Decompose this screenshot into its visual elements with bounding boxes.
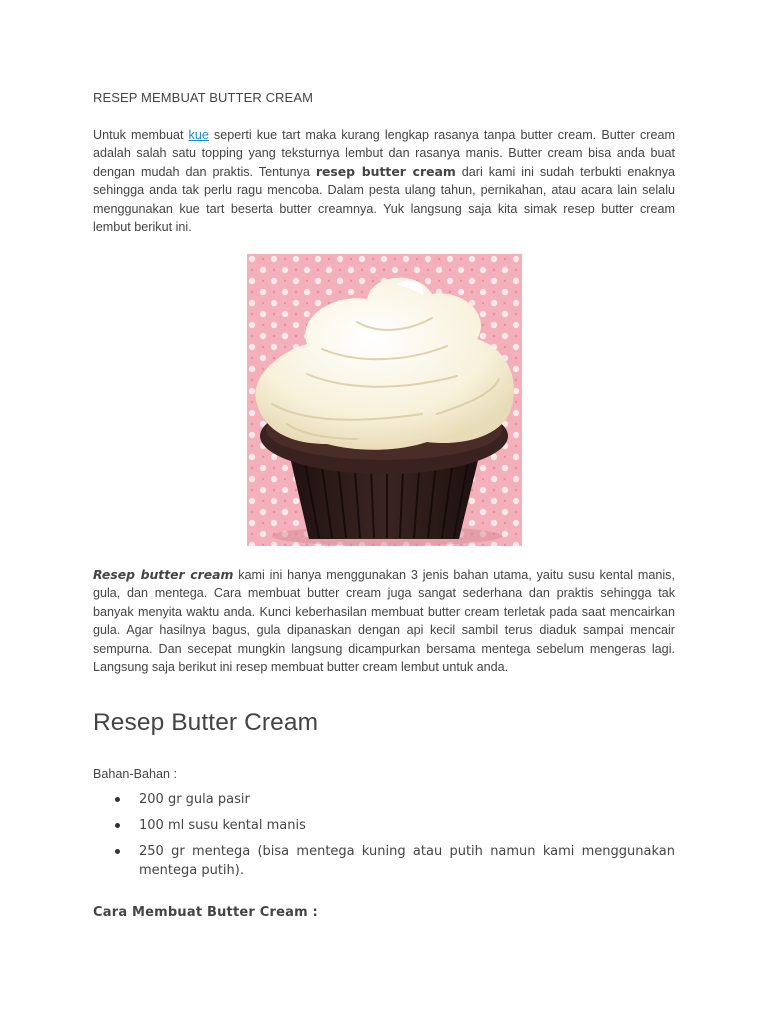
ingredients-label: Bahan-Bahan : [93, 767, 178, 781]
list-item [93, 790, 675, 809]
cupcake-image [247, 254, 522, 546]
intro-text-start: Untuk membuat [93, 128, 189, 142]
list-item [93, 842, 675, 880]
ingredient-text: 200 gr gula pasir [139, 792, 250, 807]
bullet-icon [115, 849, 120, 854]
ingredients-list [93, 790, 675, 887]
body-bold-phrase: Resep butter cream [93, 567, 234, 582]
body-paragraph [93, 566, 675, 676]
method-heading: Cara Membuat Butter Cream : [93, 905, 318, 920]
intro-text-end: dari kami ini sudah terbukti enaknya sehingga anda tak perlu ragu mencoba. Dalam pesta ulang tahun, pernikahan, atau acara lain selalu menggunakan kue tart beserta butter creamnya. Yuk langsung saja kita simak resep butter cream lembut berikut ini. [93, 164, 675, 235]
body-text: kami ini hanya menggunakan 3 jenis bahan utama, yaitu susu kental manis, gula, dan mentega. Cara membuat butter cream juga sangat sederhana dan praktis sehingga tak banyak menyita waktu anda. Kunci keberhasilan membuat butter cream terletak pada saat mencairkan gula. Agar hasilnya bagus, gula dipanaskan dengan api kecil sambil terus diaduk sampai mencair sempurna. Dan secepat mungkin langsung dicampurkan bersama mentega sebelum mengeras lagi. Langsung saja berikut ini resep membuat butter cream lembut untuk anda. [93, 568, 675, 675]
intro-text-middle: seperti kue tart maka kurang lengkap rasanya tanpa butter cream. Butter cream adalah salah satu topping yang teksturnya lembut dan rasanya manis. Butter cream bisa anda buat dengan mudah dan praktis. Tentunya [93, 128, 675, 179]
ingredient-text: 100 ml susu kental manis [139, 818, 306, 833]
list-item [93, 816, 675, 835]
section-heading: Resep Butter Cream [93, 709, 319, 736]
ingredient-text: 250 gr mentega (bisa mentega kuning atau putih namun kami menggunakan mentega putih). [139, 844, 675, 878]
document-title: RESEP MEMBUAT BUTTER CREAM [93, 90, 314, 105]
intro-bold-phrase: resep butter cream [315, 163, 456, 179]
bullet-icon [115, 797, 120, 802]
kue-link[interactable]: kue [188, 128, 209, 142]
intro-paragraph [93, 126, 675, 236]
document-page [93, 0, 675, 1024]
bullet-icon [115, 823, 120, 828]
